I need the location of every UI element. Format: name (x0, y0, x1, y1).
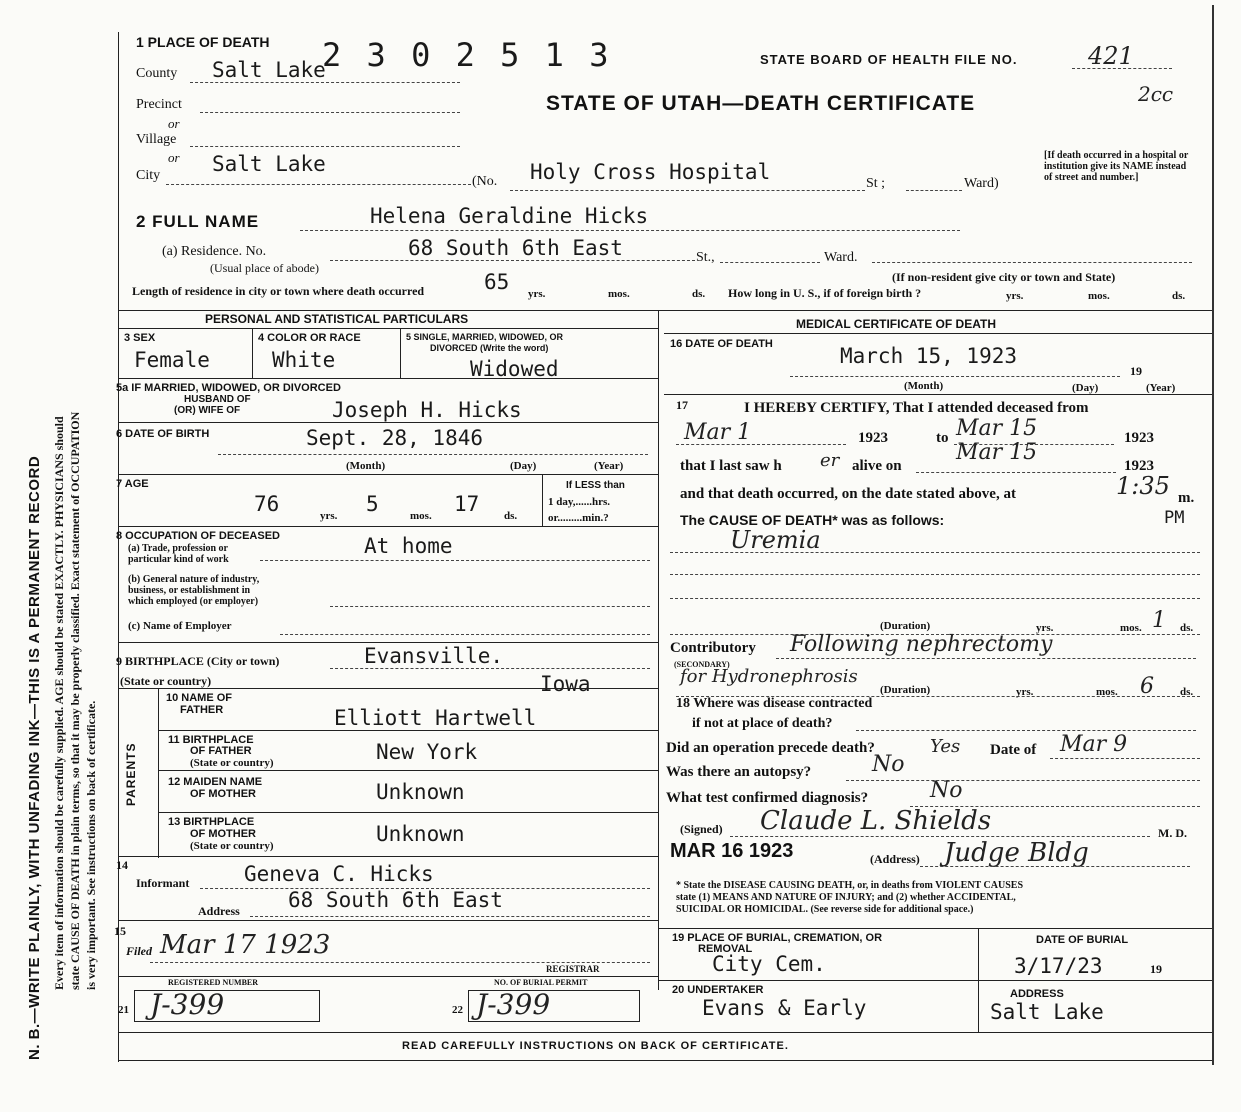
father-label-1: 10 NAME OF (166, 692, 233, 704)
marital-label-2: DIVORCED (Write the word) (430, 343, 549, 353)
length-years: 65 (484, 270, 510, 294)
operation-value: Yes (930, 736, 961, 757)
undertaker-label: 20 UNDERTAKER (672, 984, 764, 996)
side-note-line3: is very important. See instructions on back of certificate. (84, 700, 98, 990)
age-years: 76 (254, 492, 280, 516)
birthplace-label: 9 BIRTHPLACE (City or town) (116, 654, 280, 668)
physician-address: Judge Bldg (944, 838, 1089, 868)
right-border (1212, 5, 1214, 1065)
age-label: 7 AGE (116, 478, 149, 490)
place-of-death-label: 1 PLACE OF DEATH (136, 34, 270, 50)
city-label: City (136, 168, 161, 183)
age-ds-label: ds. (504, 510, 518, 522)
residence-sub-label: (Usual place of abode) (210, 261, 319, 275)
death-time: 1:35 (1116, 472, 1170, 500)
father-bp-label-1: 11 BIRTHPLACE (168, 734, 254, 746)
father-bp-label-3: (State or country) (190, 757, 274, 769)
operation-date-label: Date of (990, 742, 1037, 758)
received-stamp: MAR 16 1923 (670, 840, 794, 862)
less-than-label-3: or.........min.? (548, 512, 609, 524)
full-name-value: Helena Geraldine Hicks (370, 204, 649, 228)
or-label-2: or (168, 150, 180, 165)
residence-ward: Ward. (824, 250, 858, 265)
bottom-border (118, 1060, 1212, 1061)
birthplace-state-label: (State or country) (120, 674, 212, 688)
contrib-months: 6 (1140, 674, 1154, 699)
marital-label-1: 5 SINGLE, MARRIED, WIDOWED, OR (406, 332, 564, 342)
hospital-note: [If death occurred in a hospital or institution give its NAME instead of street and number.] (1044, 150, 1189, 183)
length-mos-label: mos. (608, 288, 630, 300)
contrib-duration-label: (Duration) (880, 684, 931, 696)
operation-date: Mar 9 (1060, 732, 1128, 757)
father-birthplace: New York (376, 740, 478, 764)
sex-value: Female (134, 348, 210, 372)
left-border (118, 32, 119, 1062)
color-label: 4 COLOR OR RACE (258, 332, 361, 344)
dob-day-label: (Day) (510, 460, 537, 472)
informant-address: 68 South 6th East (288, 888, 503, 912)
us-yrs-label: yrs. (1006, 290, 1024, 302)
autopsy-label: Was there an autopsy? (666, 764, 812, 780)
length-yrs-label: yrs. (528, 288, 546, 300)
personal-section-title: PERSONAL AND STATISTICAL PARTICULARS (205, 312, 469, 326)
less-than-label-1: If LESS than (566, 480, 625, 491)
death-year-blank: 19 (1130, 364, 1142, 378)
birthplace-state: Iowa (540, 672, 591, 696)
color-value: White (272, 348, 336, 372)
ward-label: Ward) (964, 176, 999, 191)
attend-from: Mar 1 (684, 420, 752, 445)
burial-permit-value: J-399 (476, 988, 551, 1021)
duration-ds-label: ds. (1180, 622, 1194, 634)
dob-month-label: (Month) (346, 460, 386, 472)
father-label-2: FATHER (180, 704, 224, 716)
mother-bp-label-1: 13 BIRTHPLACE (168, 816, 255, 828)
contrib-mos-label: mos. (1096, 686, 1118, 698)
signed-label: (Signed) (680, 822, 723, 836)
birthplace-city: Evansville. (364, 644, 504, 668)
occupation-value: At home (364, 534, 453, 558)
city-value: Salt Lake (212, 152, 326, 176)
county-label: County (136, 66, 178, 81)
age-mos-label: mos. (410, 510, 432, 522)
certificate-title: STATE OF UTAH—DEATH CERTIFICATE (546, 92, 976, 115)
precinct-label: Precinct (136, 97, 182, 112)
contributory-2: for Hydronephrosis (680, 666, 858, 687)
operation-label: Did an operation precede death? (666, 740, 875, 756)
burial-place: City Cem. (712, 952, 826, 976)
cause-label: The CAUSE OF DEATH* was as follows: (680, 512, 945, 528)
pm-label: PM (1164, 508, 1185, 528)
contrib-yrs-label: yrs. (1016, 686, 1034, 698)
burial-label-1: 19 PLACE OF BURIAL, CREMATION, OR (672, 932, 883, 944)
parents-label: PARENTS (124, 742, 138, 806)
occupation-label: 8 OCCUPATION OF DECEASED (116, 530, 280, 542)
spouse-label-2: HUSBAND OF (184, 394, 251, 405)
copy-mark: 2cc (1138, 82, 1174, 106)
autopsy-value: No (872, 752, 905, 777)
certify-text: I HEREBY CERTIFY, That I attended deceased from (744, 400, 1089, 416)
or-label-1: or (168, 116, 180, 131)
state-board-number: 421 (1088, 42, 1134, 70)
dob-year-label: (Year) (594, 460, 624, 472)
occupation-b-3: which employed (or employer) (128, 596, 259, 607)
father-value: Elliott Hartwell (334, 706, 537, 730)
dob-value: Sept. 28, 1846 (306, 426, 484, 450)
age-days: 17 (454, 492, 480, 516)
certificate-number: 2 3 0 2 5 1 3 (322, 36, 612, 74)
test-label: What test confirmed diagnosis? (666, 790, 869, 806)
side-warning: N. B.—WRITE PLAINLY, WITH UNFADING INK—THIS IS A PERMANENT RECORD (26, 455, 43, 1060)
last-saw-year: 1923 (1124, 458, 1154, 474)
occupation-a-1: (a) Trade, profession or (128, 543, 228, 554)
undertaker-address-label: ADDRESS (1010, 988, 1064, 1000)
where-contracted-label-2: if not at place of death? (692, 716, 833, 731)
informant-label: Informant (136, 876, 190, 890)
registrar-label: REGISTRAR (546, 964, 600, 974)
death-day-label: (Day) (1072, 382, 1099, 394)
to-label: to (936, 430, 949, 446)
death-occurred-label: and that death occurred, on the date stated above, at (680, 486, 1016, 502)
us-ds-label: ds. (1172, 290, 1186, 302)
sex-label: 3 SEX (124, 332, 156, 344)
filed-date: Mar 17 1923 (160, 930, 331, 960)
nonresident-note: (If non-resident give city or town and State) (892, 270, 1116, 284)
burial-permit-prefix: 22 (452, 1004, 463, 1016)
where-contracted-label-1: 18 Where was disease contracted (676, 696, 873, 711)
certify-number: 17 (676, 398, 688, 412)
footnote-1: * State the DISEASE CAUSING DEATH, or, in deaths from VIOLENT CAUSES (676, 880, 1024, 891)
informant-address-label: Address (198, 904, 240, 918)
mother-label-1: 12 MAIDEN NAME (168, 776, 263, 788)
age-yrs-label: yrs. (320, 510, 338, 522)
mother-bp-label-2: OF MOTHER (190, 828, 256, 840)
footnote-3: SUICIDAL OR HOMICIDAL. (See reverse side for additional space.) (676, 904, 974, 915)
duration-label: (Duration) (880, 620, 931, 632)
occupation-b-2: business, or establishment in (128, 585, 251, 596)
age-months: 5 (366, 492, 379, 516)
attend-from-year: 1923 (858, 430, 888, 446)
last-saw-date: Mar 15 (956, 440, 1038, 465)
death-year-label: (Year) (1146, 382, 1176, 394)
burial-label-2: REMOVAL (698, 943, 753, 955)
village-label: Village (136, 132, 177, 147)
contributory-label: Contributory (670, 640, 756, 656)
full-name-label: 2 FULL NAME (136, 212, 260, 231)
burial-date-label: DATE OF BURIAL (1036, 934, 1129, 946)
footer-instructions: READ CAREFULLY INSTRUCTIONS ON BACK OF CERTIFICATE. (402, 1040, 789, 1052)
duration-days: 1 (1152, 608, 1166, 633)
father-bp-label-2: OF FATHER (190, 745, 252, 757)
spouse-value: Joseph H. Hicks (332, 398, 522, 422)
undertaker-address: Salt Lake (990, 1000, 1104, 1024)
residence-st: St., (696, 250, 715, 265)
last-saw-label: that I last saw h (680, 458, 782, 474)
death-time-m: m. (1178, 490, 1195, 506)
spouse-label-1: 5a IF MARRIED, WIDOWED, OR DIVORCED (116, 382, 341, 394)
reg-number-prefix: 21 (118, 1004, 129, 1016)
residence-value: 68 South 6th East (408, 236, 623, 260)
date-of-death-label: 16 DATE OF DEATH (670, 338, 773, 350)
length-ds-label: ds. (692, 288, 706, 300)
attend-to: Mar 15 (956, 416, 1038, 441)
physician-signature: Claude L. Shields (760, 806, 992, 836)
marital-value: Widowed (470, 357, 559, 381)
side-note-line1: Every item of information should be carefully supplied. AGE should be stated EXACTLY. PHYSICIANS should (52, 416, 66, 990)
informant-number: 14 (116, 858, 128, 872)
institution-value: Holy Cross Hospital (530, 160, 771, 184)
contributory-1: Following nephrectomy (790, 632, 1053, 657)
attend-to-year: 1923 (1124, 430, 1154, 446)
filed-number: 15 (114, 924, 126, 938)
cause-value: Uremia (730, 526, 821, 554)
informant-value: Geneva C. Hicks (244, 862, 434, 886)
occupation-b-1: (b) General nature of industry, (128, 574, 260, 585)
burial-date: 3/17/23 (1014, 954, 1103, 978)
reg-number-label: REGISTERED NUMBER (168, 978, 259, 987)
county-value: Salt Lake (212, 58, 326, 82)
undertaker-value: Evans & Early (702, 996, 867, 1020)
secondary-label: (SECONDARY) (674, 660, 730, 669)
reg-number-value: J-399 (150, 988, 225, 1021)
burial-permit-label: NO. OF BURIAL PERMIT (494, 978, 588, 987)
side-note-line2: state CAUSE OF DEATH in plain terms, so that it may be properly classified. Exact statement of OCCUPATION (68, 411, 82, 990)
footnote-2: state (1) MEANS AND NATURE OF INJURY; and (2) whether ACCIDENTAL, (676, 892, 1016, 903)
mother-birthplace: Unknown (376, 822, 465, 846)
occupation-a-2: particular kind of work (128, 554, 229, 565)
death-month-label: (Month) (904, 380, 944, 392)
less-than-label-2: 1 day,......hrs. (548, 496, 611, 508)
mother-bp-label-3: (State or country) (190, 840, 274, 852)
burial-year-blank: 19 (1150, 962, 1162, 976)
us-residence-label: How long in U. S., if of foreign birth ? (728, 286, 922, 300)
duration-mos-label: mos. (1120, 622, 1142, 634)
length-residence-label: Length of residence in city or town where death occurred (132, 284, 425, 298)
st-label: St ; (866, 176, 886, 191)
md-label: M. D. (1158, 826, 1187, 840)
occupation-c: (c) Name of Employer (128, 620, 232, 632)
us-mos-label: mos. (1088, 290, 1110, 302)
last-saw-her: er (820, 450, 840, 471)
date-of-death-value: March 15, 1923 (840, 344, 1018, 368)
no-label: (No. (472, 174, 498, 189)
medical-section-title: MEDICAL CERTIFICATE OF DEATH (796, 317, 996, 331)
state-board-label: STATE BOARD OF HEALTH FILE NO. (760, 52, 1018, 67)
contrib-ds-label: ds. (1180, 686, 1194, 698)
residence-label: (a) Residence. No. (162, 244, 267, 259)
duration-yrs-label: yrs. (1036, 622, 1054, 634)
physician-address-label: (Address) (870, 852, 920, 866)
mother-label-2: OF MOTHER (190, 788, 256, 800)
test-value: No (930, 778, 963, 803)
spouse-label-3: (OR) WIFE OF (174, 405, 241, 416)
dob-label: 6 DATE OF BIRTH (116, 428, 210, 440)
alive-on-label: alive on (852, 458, 902, 474)
mother-value: Unknown (376, 780, 465, 804)
filed-label: Filed (126, 944, 152, 958)
